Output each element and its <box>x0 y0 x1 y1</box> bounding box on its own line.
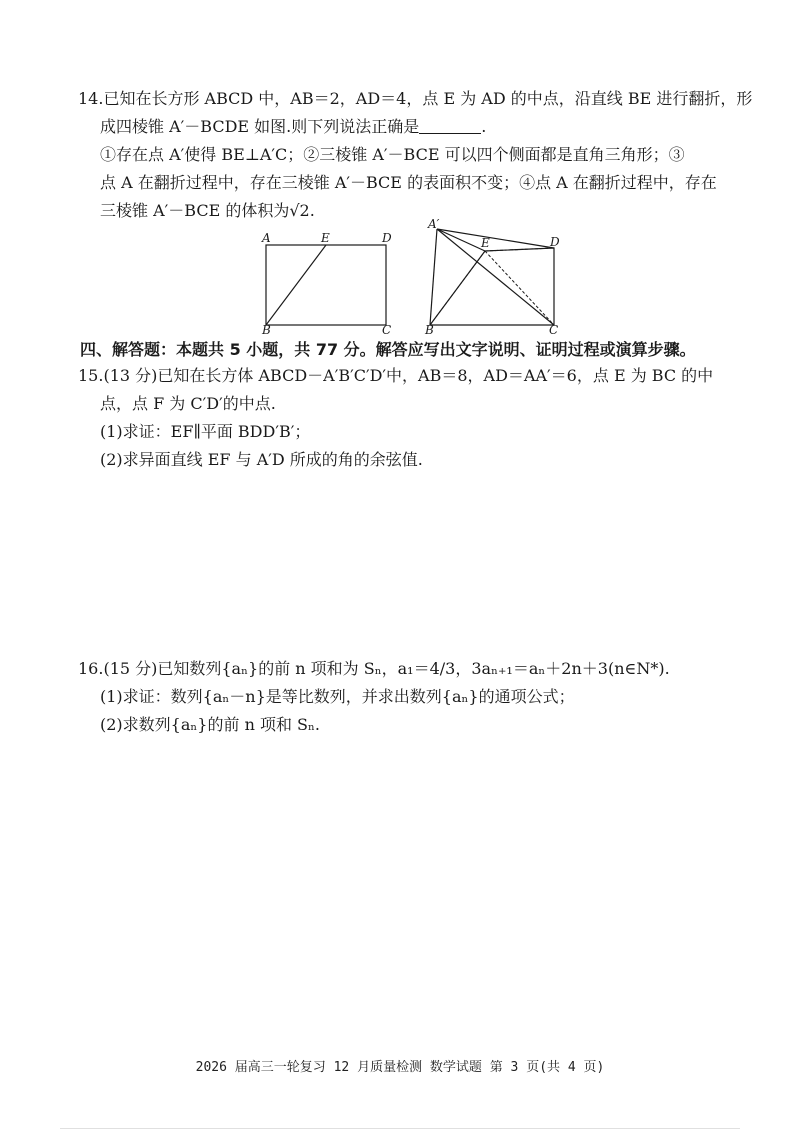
q14-line4: 点 A 在翻折过程中，存在三棱锥 A′－BCE 的表面积不变；④点 A 在翻折过程中，存在 <box>100 173 717 192</box>
question-16 <box>78 655 670 739</box>
q15-line2: 点，点 F 为 C′D′的中点. <box>100 394 276 413</box>
q14-line2-end: . <box>481 117 487 136</box>
edge-a1b <box>430 229 437 325</box>
edge-a1d <box>437 229 554 248</box>
q16-part2: (2)求数列{aₙ}的前 n 项和 Sₙ. <box>100 715 321 734</box>
label-d: D <box>550 235 560 249</box>
bottom-divider <box>60 1128 740 1129</box>
q14-line3: ①存在点 A′使得 BE⊥A′C；②三棱锥 A′－BCE 可以四个侧面都是直角三角形；③ <box>100 145 685 164</box>
label-b: B <box>425 323 434 336</box>
page-footer: 2026 届高三一轮复习 12 月质量检测 数学试题 第 3 页(共 4 页) <box>195 1060 605 1075</box>
q14-line2-text: 成四棱锥 A′－BCDE 如图.则下列说法正确是 <box>100 117 420 136</box>
label-c: C <box>549 323 559 336</box>
rectangle-figure <box>255 228 400 336</box>
label-e: E <box>321 231 330 245</box>
label-a: A <box>262 231 271 245</box>
label-b: B <box>262 323 271 336</box>
q16-part1: (1)求证：数列{aₙ－n}是等比数列，并求出数列{aₙ}的通项公式； <box>100 687 575 706</box>
answer-blank <box>419 117 481 134</box>
q15-part2: (2)求异面直线 EF 与 A′D 所成的角的余弦值. <box>100 450 423 469</box>
q16-line1: 16.(15 分)已知数列{aₙ}的前 n 项和为 Sₙ，a₁＝4/3，3aₙ₊₁＝aₙ＋2n＋3(n∈N*). <box>78 659 670 678</box>
rectangle-abcd <box>266 245 386 325</box>
label-e: E <box>481 236 490 250</box>
hidden-edge-ec <box>485 251 554 325</box>
label-d: D <box>382 231 392 245</box>
q14-line5: 三棱锥 A′－BCE 的体积为√2. <box>100 201 315 220</box>
section-heading: 四、解答题：本题共 5 小题，共 77 分。解答应写出文字说明、证明过程或演算步骤。 <box>80 340 696 359</box>
question-15 <box>78 362 713 474</box>
base-bcde <box>430 248 554 325</box>
label-c: C <box>382 323 392 336</box>
q15-part1: (1)求证：EF∥平面 BDD′B′； <box>100 422 311 441</box>
q14-line2 <box>78 113 752 141</box>
question-14 <box>78 85 752 225</box>
q14-line1: 14.已知在长方形 ABCD 中，AB＝2，AD＝4，点 E 为 AD 的中点，沿直线 BE 进行翻折，形 <box>78 89 753 108</box>
q15-line1: 15.(13 分)已知在长方体 ABCD－A′B′C′D′中，AB＝8，AD＝AA′＝6，点 E 为 BC 的中 <box>78 366 714 385</box>
edge-a1c <box>437 229 554 325</box>
segment-be <box>266 245 326 325</box>
label-a-prime: A′ <box>428 217 440 231</box>
pyramid-figure <box>420 216 570 336</box>
